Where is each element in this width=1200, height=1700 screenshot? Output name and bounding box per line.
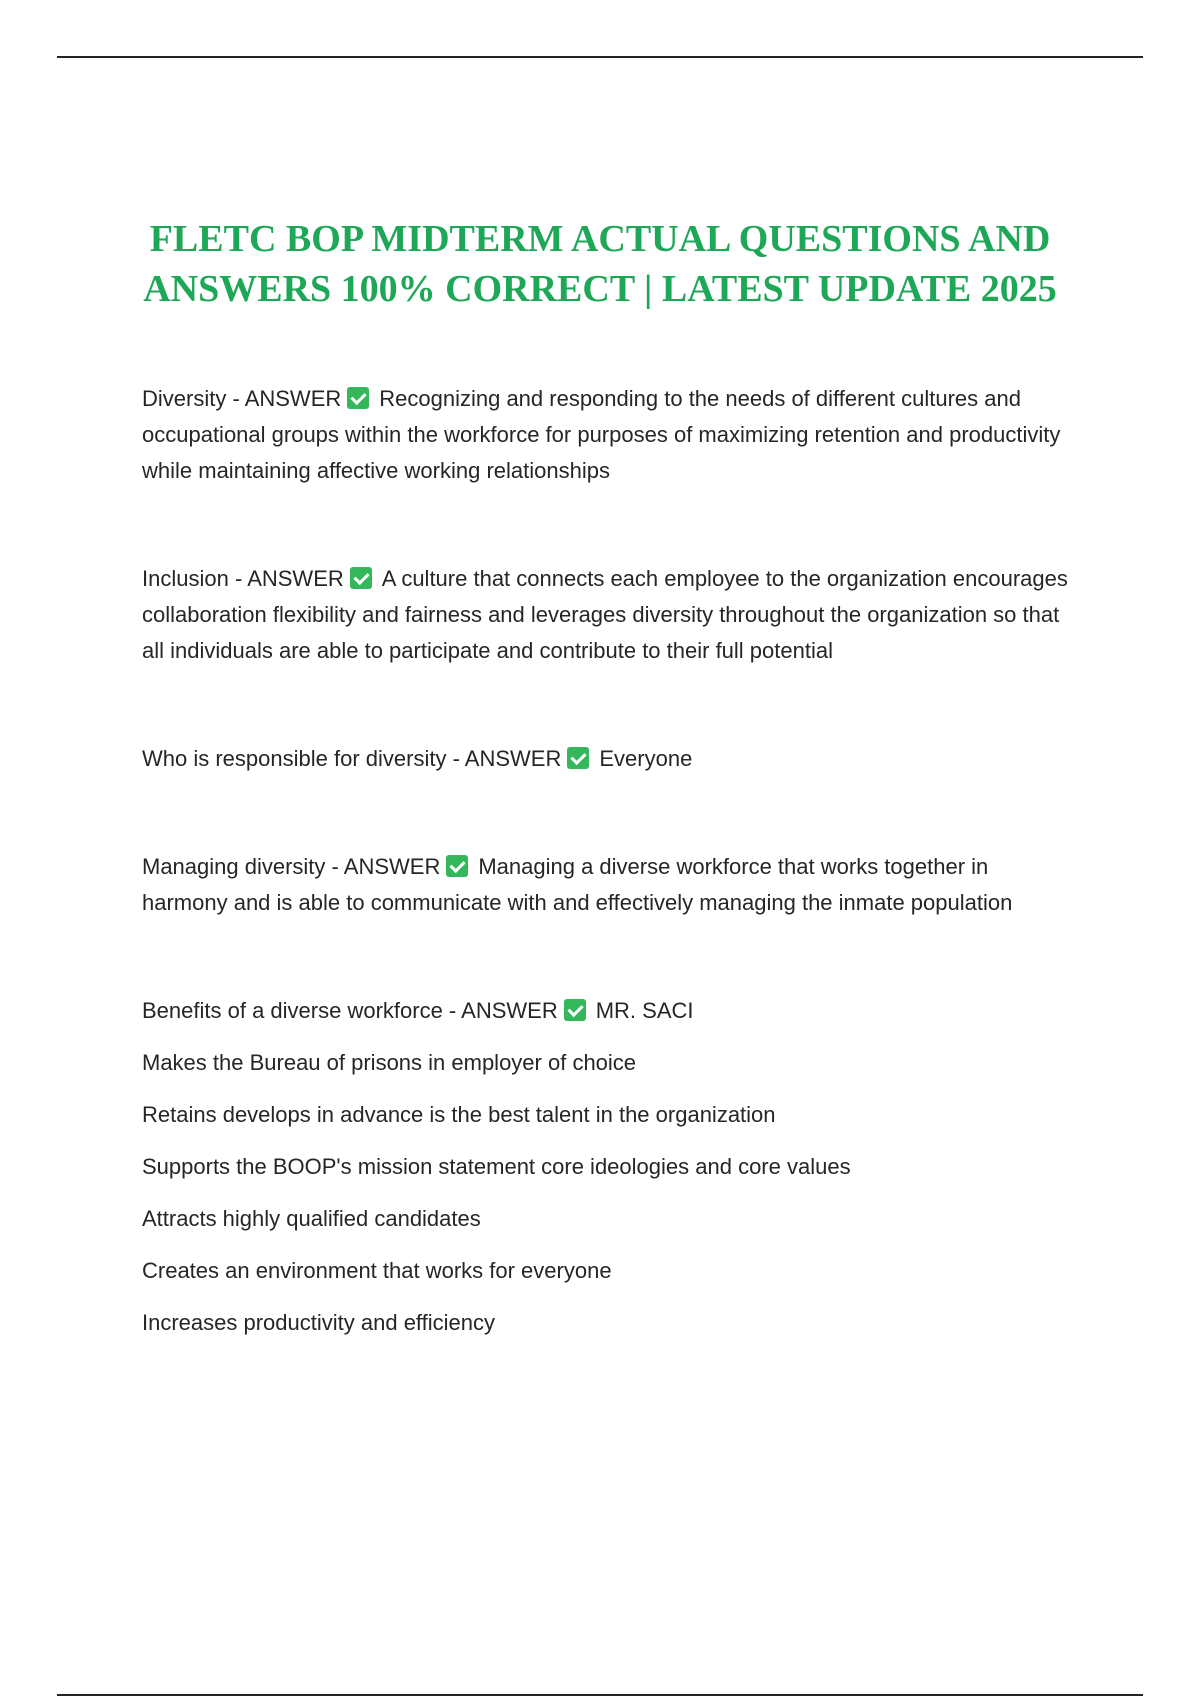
- check-mark-icon: [564, 999, 586, 1021]
- check-mark-icon: [350, 567, 372, 589]
- benefit-item: Creates an environment that works for everyone: [142, 1258, 612, 1283]
- benefit-item: Attracts highly qualified candidates: [142, 1206, 481, 1231]
- qa-answer: Everyone: [599, 746, 693, 771]
- top-rule: [57, 56, 1143, 58]
- qa-term: Managing diversity: [142, 854, 326, 879]
- document-title: FLETC BOP MIDTERM ACTUAL QUESTIONS AND ANSWERS 100% CORRECT | LATEST UPDATE 2025: [143, 218, 1057, 310]
- qa-item-responsible: Who is responsible for diversity - ANSWER Everyone: [142, 746, 693, 771]
- qa-item-managing-diversity: Managing diversity - ANSWER Managing a diverse workforce that works together in harmony and is able to communicate with and effectively managing the inmate population: [142, 854, 1013, 915]
- qa-term: Diversity: [142, 386, 227, 411]
- benefit-item: Increases productivity and efficiency: [142, 1310, 495, 1335]
- qa-item-diversity: Diversity - ANSWER Recognizing and responding to the needs of different cultures and occupational groups within the workforce for purposes of maximizing retention and productivity while maintaining affective working relationships: [142, 386, 1061, 483]
- answer-label: ANSWER: [461, 998, 558, 1023]
- answer-label: ANSWER: [464, 746, 562, 771]
- qa-answer: A culture that connects each employee to the organization encourages collaboration flexibility and fairness and leverages diversity throughout the organization so that all individuals are able to participate and contribute to their full potential: [142, 566, 1068, 663]
- qa-term: Who is responsible for diversity: [142, 746, 447, 771]
- qa-answer: MR. SACI: [595, 998, 694, 1023]
- check-mark-icon: [567, 747, 589, 769]
- document-body: [142, 381, 1072, 1357]
- answer-label: ANSWER: [343, 854, 441, 879]
- check-mark-icon: [347, 387, 369, 409]
- benefit-item: Makes the Bureau of prisons in employer of choice: [142, 1050, 637, 1075]
- check-mark-icon: [446, 855, 468, 877]
- qa-term: Inclusion: [142, 566, 229, 591]
- benefit-item: Supports the BOOP's mission statement core ideologies and core values: [142, 1154, 851, 1179]
- qa-answer: Managing a diverse workforce that works together in harmony and is able to communicate with and effectively managing the inmate population: [142, 854, 1013, 915]
- qa-item-inclusion: Inclusion - ANSWER A culture that connects each employee to the organization encourages collaboration flexibility and fairness and leverages diversity throughout the organization so that all individuals are able to participate and contribute to their full potential: [142, 566, 1068, 663]
- bottom-rule: [57, 1694, 1143, 1696]
- qa-item-benefits: Benefits of a diverse workforce - ANSWER MR. SACI: [142, 998, 694, 1023]
- qa-term: Benefits of a diverse workforce: [142, 998, 443, 1023]
- qa-answer: Recognizing and responding to the needs of different cultures and occupational groups within the workforce for purposes of maximizing retention and productivity while maintaining affective working relationships: [142, 386, 1061, 483]
- answer-label: ANSWER: [247, 566, 344, 591]
- answer-label: ANSWER: [244, 386, 342, 411]
- benefit-item: Retains develops in advance is the best talent in the organization: [142, 1102, 776, 1127]
